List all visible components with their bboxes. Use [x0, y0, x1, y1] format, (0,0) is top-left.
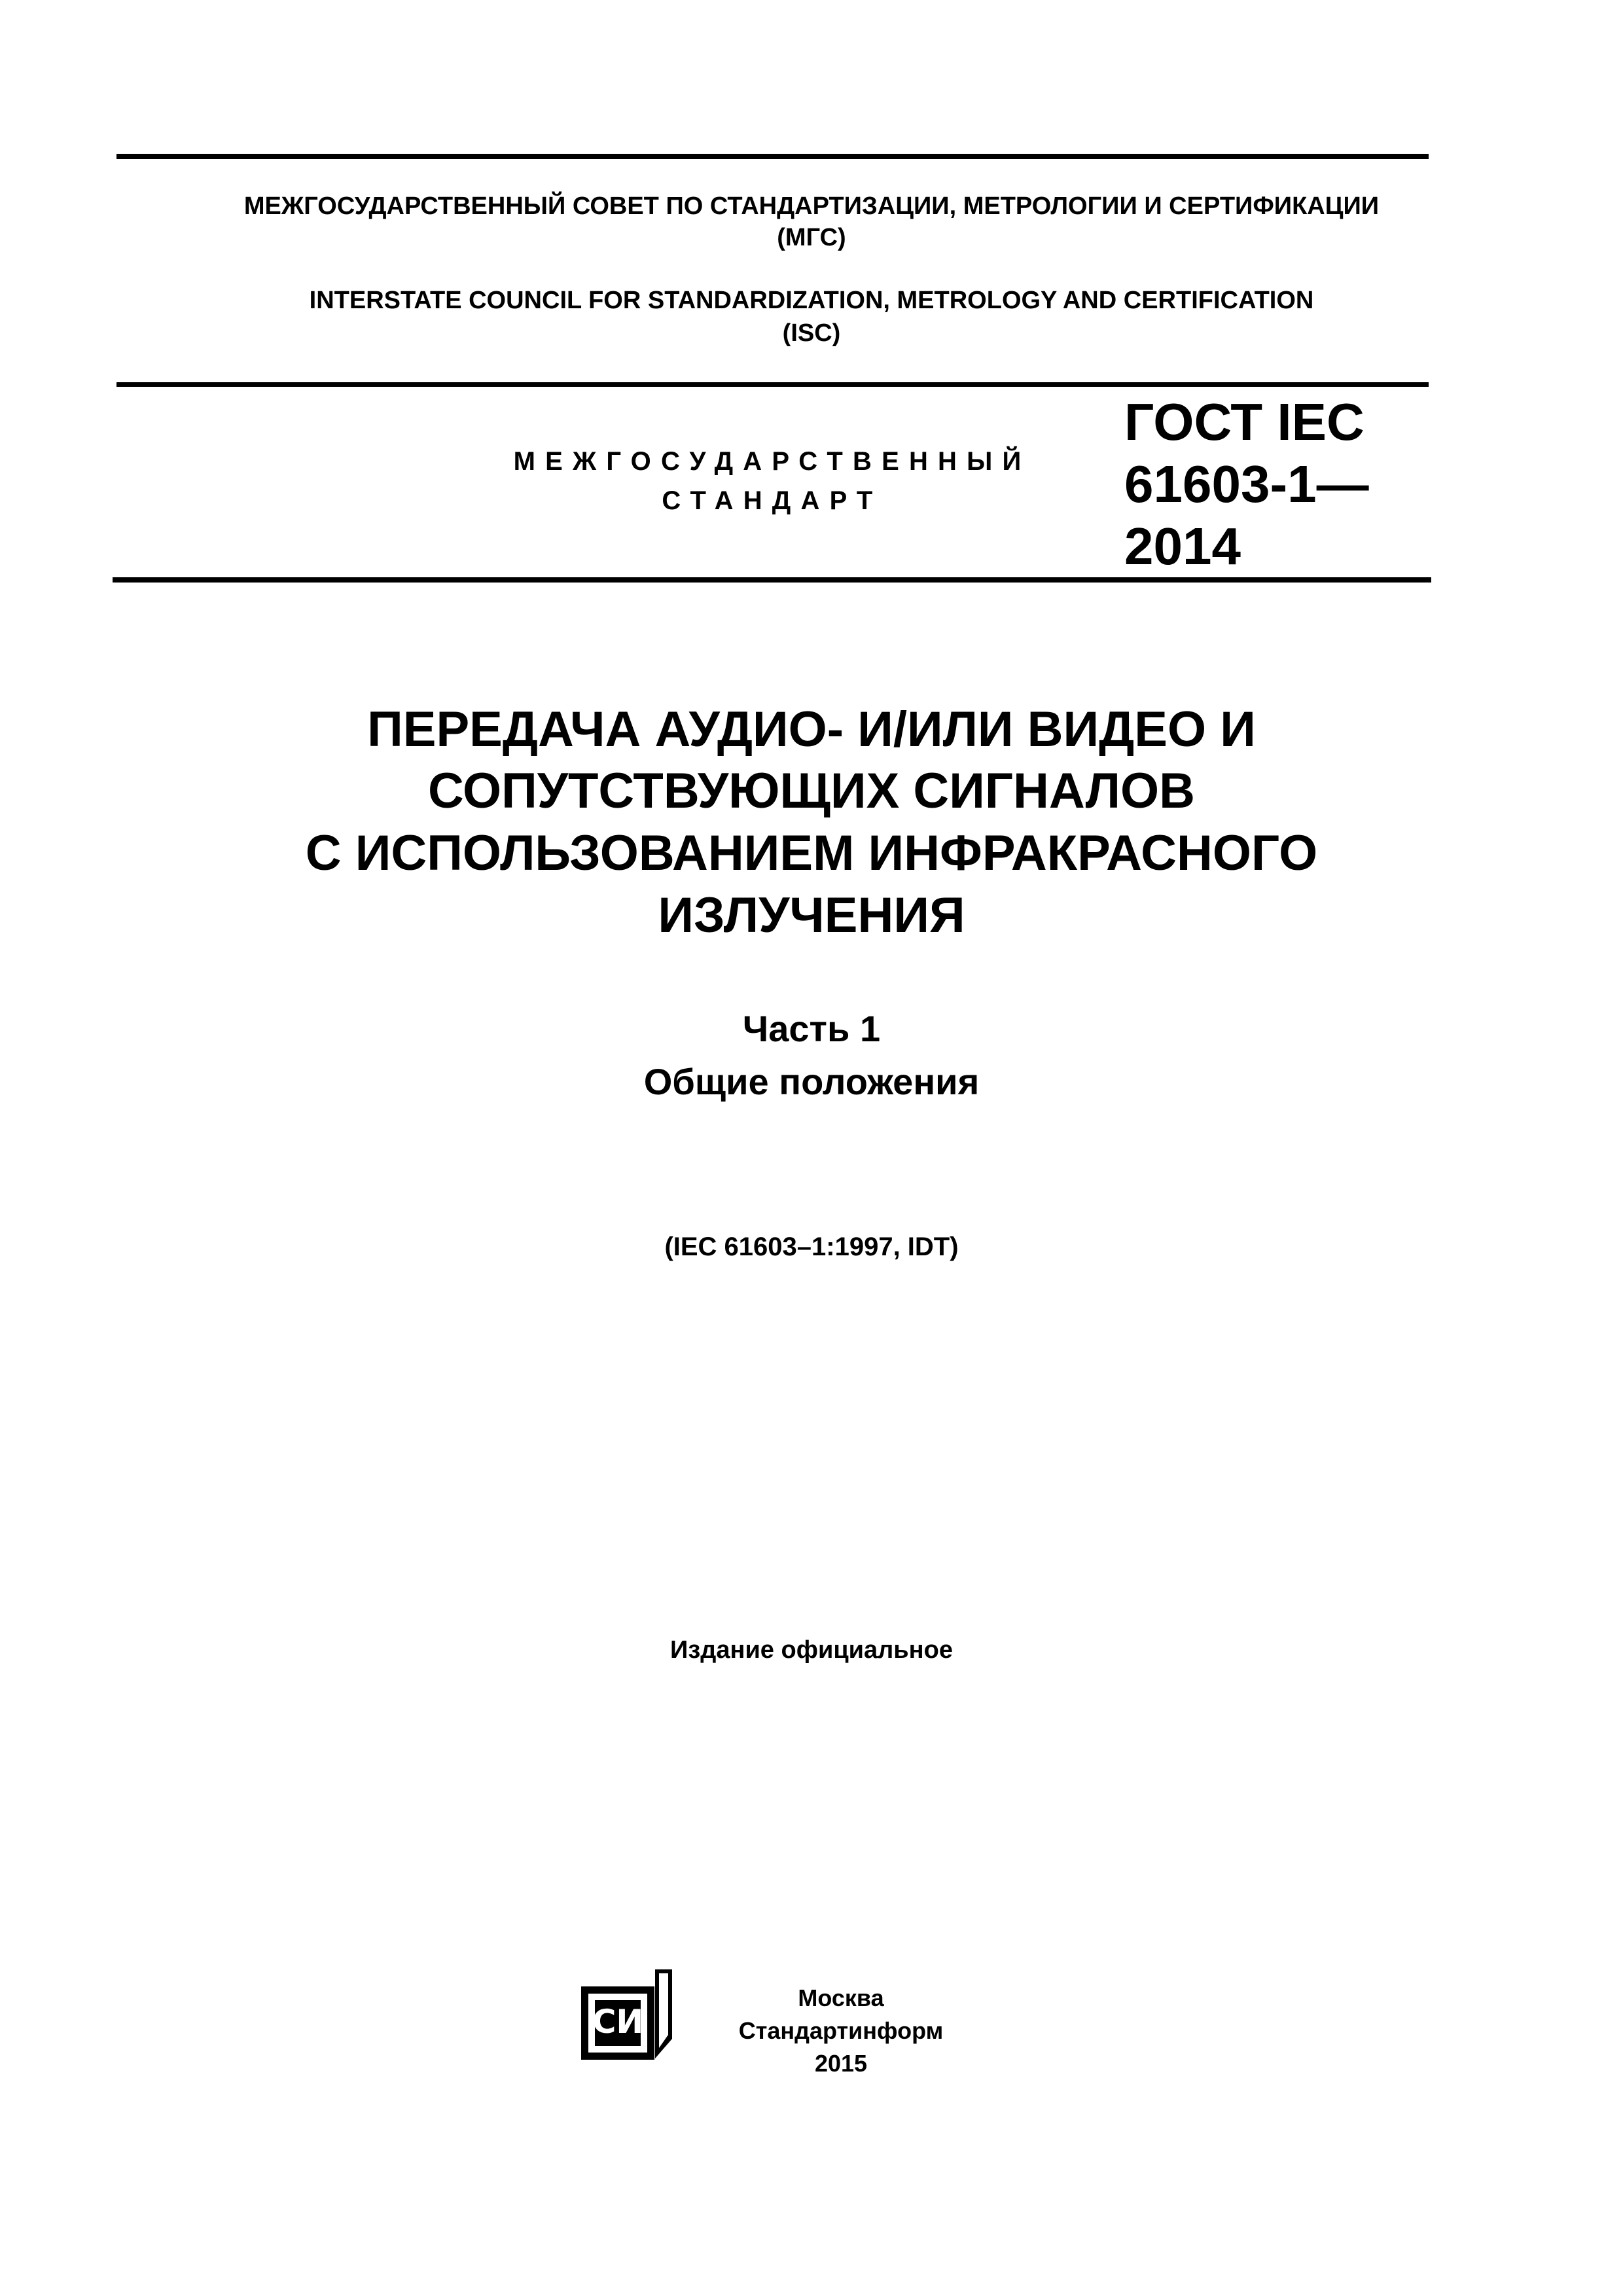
logo-letters: СИ	[592, 2003, 644, 2041]
title-line-4: ИЗЛУЧЕНИЯ	[658, 888, 965, 943]
publisher-name: Стандартинформ	[738, 2017, 944, 2044]
title-line-3: С ИСПОЛЬЗОВАНИЕМ ИНФРАКРАСНОГО	[305, 825, 1318, 881]
publisher-city: Москва	[798, 1984, 884, 2011]
iec-reference: (IEC 61603–1:1997, IDT)	[664, 1232, 959, 1261]
middle-rule	[116, 382, 1429, 387]
standartinform-logo	[579, 1967, 677, 2065]
council-name-en: INTERSTATE COUNCIL FOR STANDARDIZATION, METROLOGY AND CERTIFICATION	[309, 287, 1314, 314]
top-rule	[116, 154, 1429, 159]
gost-code-line3: 2014	[1124, 517, 1241, 575]
publisher-year: 2015	[814, 2050, 868, 2077]
gost-code-line2: 61603-1—	[1124, 455, 1369, 513]
bottom-rule	[113, 577, 1431, 583]
standard-kind-line1: МЕЖГОСУДАРСТВЕННЫЙ	[513, 447, 1031, 476]
title-line-1: ПЕРЕДАЧА АУДИО- И/ИЛИ ВИДЕО И	[367, 702, 1256, 757]
council-abbr-en: (ISC)	[782, 319, 841, 347]
standard-kind-line2: СТАНДАРТ	[662, 486, 883, 515]
title-line-2: СОПУТСТВУЮЩИХ СИГНАЛОВ	[428, 763, 1195, 819]
gost-code-line1: ГОСТ IEC	[1124, 393, 1364, 451]
part-number: Часть 1	[742, 1008, 881, 1049]
council-name-ru: МЕЖГОСУДАРСТВЕННЫЙ СОВЕТ ПО СТАНДАРТИЗАЦИИ, МЕТРОЛОГИИ И СЕРТИФИКАЦИИ	[243, 192, 1380, 220]
part-title: Общие положения	[643, 1061, 980, 1102]
edition-label: Издание официальное	[670, 1636, 953, 1664]
council-abbr-ru: (МГС)	[777, 224, 846, 251]
